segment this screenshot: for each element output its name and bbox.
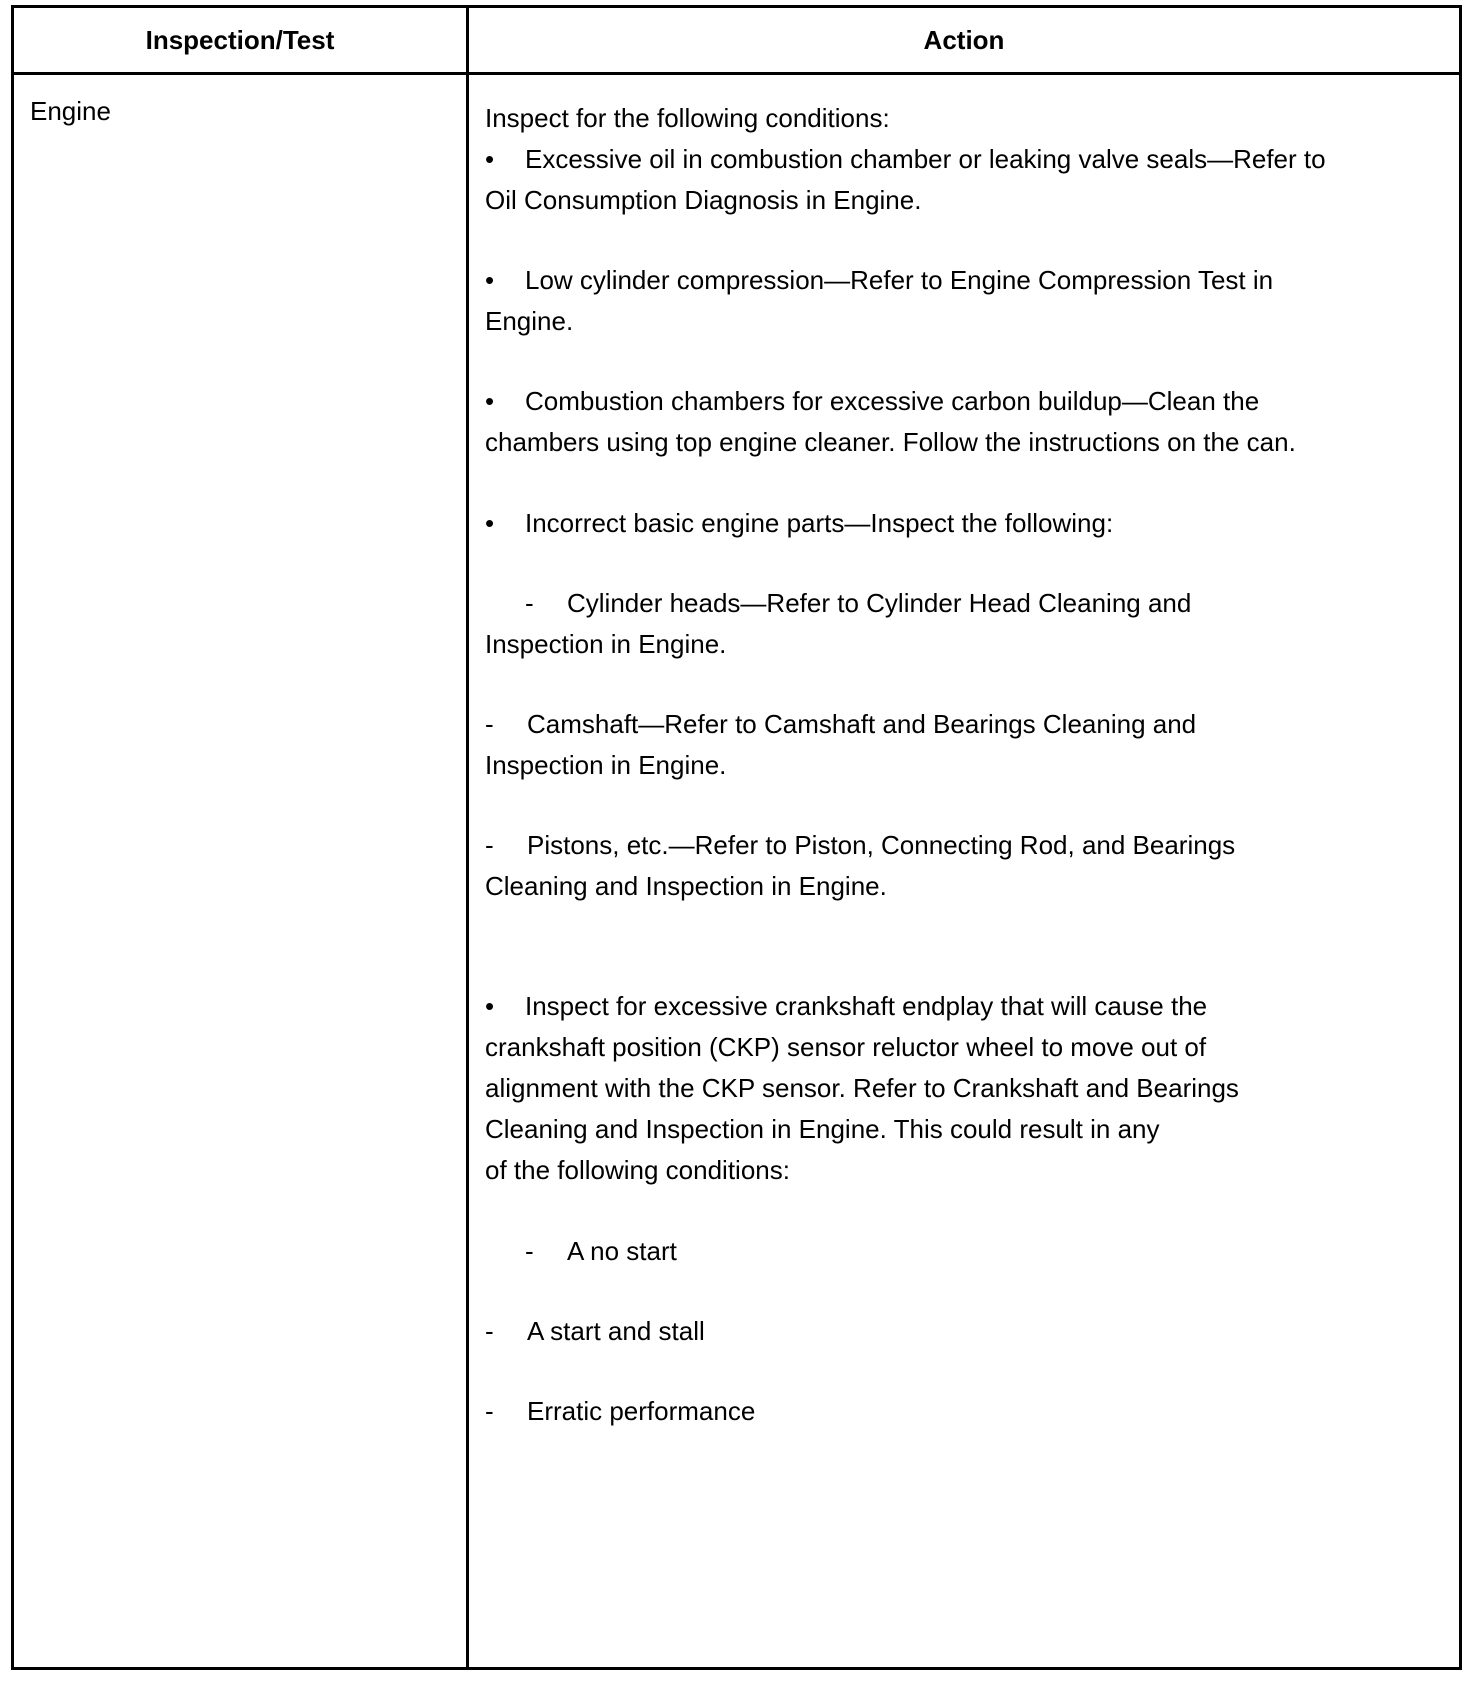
bullet-text: Incorrect basic engine parts—Inspect the following: — [525, 508, 1114, 538]
bullet-text: Inspect for excessive crankshaft endplay that will cause the — [525, 991, 1208, 1021]
condition-item — [485, 1389, 755, 1433]
bullet-continuation: of the following conditions: — [485, 1155, 790, 1185]
condition-text: Erratic performance — [527, 1396, 756, 1426]
bullet-item — [485, 501, 1113, 545]
sub-item-continuation: Cleaning and Inspection in Engine. — [485, 871, 887, 901]
action-intro: Inspect for the following conditions: — [485, 103, 890, 133]
dash-icon: - — [485, 830, 494, 860]
header-inspection-test: Inspection/Test — [145, 25, 335, 55]
bullet-text: Excessive oil in combustion chamber or leaking valve seals—Refer to — [525, 144, 1326, 174]
bullet-continuation: alignment with the CKP sensor. Refer to Crankshaft and Bearings — [485, 1073, 1239, 1103]
column-divider — [466, 8, 469, 1667]
condition-text: A start and stall — [527, 1316, 705, 1346]
bullet-icon: • — [485, 144, 495, 174]
sub-item-text: Camshaft—Refer to Camshaft and Bearings Cleaning and — [527, 709, 1197, 739]
bullet-item — [485, 984, 1207, 1028]
dash-icon: - — [485, 1316, 494, 1346]
bullet-continuation: Cleaning and Inspection in Engine. This could result in any — [485, 1114, 1160, 1144]
bullet-item — [485, 258, 1273, 302]
table-header-row — [14, 8, 1459, 75]
sub-item-text: Pistons, etc.—Refer to Piston, Connecting Rod, and Bearings — [527, 830, 1236, 860]
condition-text: A no start — [567, 1236, 677, 1266]
dash-icon: - — [485, 1396, 494, 1426]
bullet-text: Combustion chambers for excessive carbon buildup—Clean the — [525, 386, 1260, 416]
bullet-continuation: Oil Consumption Diagnosis in Engine. — [485, 185, 922, 215]
bullet-icon: • — [485, 991, 495, 1021]
bullet-item — [485, 379, 1259, 423]
bullet-continuation: chambers using top engine cleaner. Follow the instructions on the can. — [485, 427, 1296, 457]
sub-item-text: Cylinder heads—Refer to Cylinder Head Cleaning and — [567, 588, 1192, 618]
bullet-icon: • — [485, 508, 495, 538]
bullet-text: Low cylinder compression—Refer to Engine Compression Test in — [525, 265, 1274, 295]
bullet-item — [485, 137, 1326, 181]
dash-icon: - — [485, 709, 494, 739]
condition-item — [485, 1229, 677, 1273]
inspection-table — [11, 5, 1462, 1670]
condition-item — [485, 1309, 705, 1353]
dash-icon: - — [525, 1236, 534, 1266]
sub-item — [485, 702, 1196, 746]
sub-item — [485, 823, 1235, 867]
sub-item — [485, 581, 1191, 625]
sub-item-continuation: Inspection in Engine. — [485, 629, 727, 659]
bullet-continuation: Engine. — [485, 306, 574, 336]
dash-icon: - — [525, 588, 534, 618]
bullet-icon: • — [485, 265, 495, 295]
inspection-cell: Engine — [30, 96, 111, 126]
header-action: Action — [923, 25, 1005, 55]
bullet-icon: • — [485, 386, 495, 416]
bullet-continuation: crankshaft position (CKP) sensor reluctor wheel to move out of — [485, 1032, 1207, 1062]
sub-item-continuation: Inspection in Engine. — [485, 750, 727, 780]
